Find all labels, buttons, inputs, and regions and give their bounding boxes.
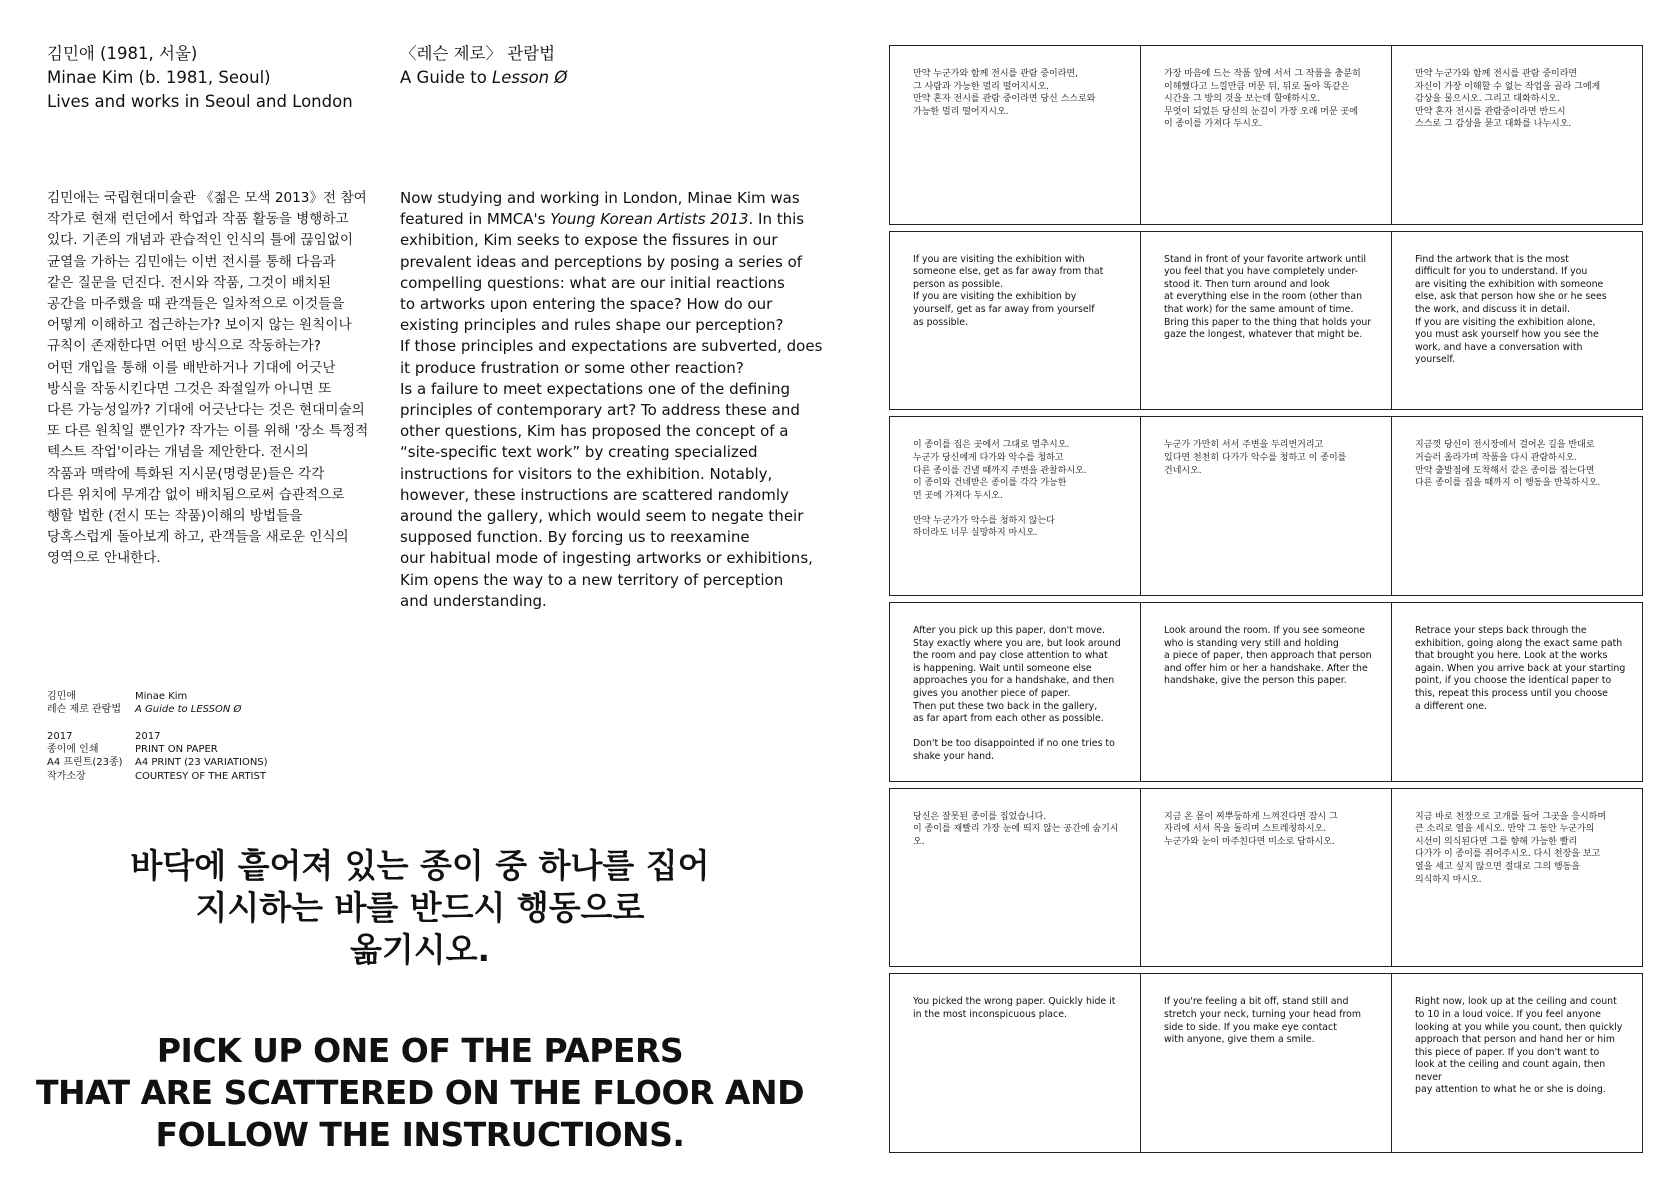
instruction-card-text: 만약 누군가와 함께 전시를 관람 중이라면 자신이 가장 이해할 수 없는 작업을 골라 그에게 감상을 물으시오. 그리고 대화하시오. 만약 혼자 전시를 관람중이라면 반드시 스스로 그 감상을 묻고 대화를 나누시오.: [1415, 69, 1601, 130]
instruction-card: [889, 231, 1141, 411]
work-title-en-prefix: A Guide to: [400, 68, 493, 87]
instruction-card-text: 이 종이를 집은 곳에서 그대로 멈추시오. 누군가 당신에게 다가와 악수를 청하고 다른 종이를 건낼 때까지 주변을 관찰하시오. 이 종이와 건네받은 종이를 각각 가능한 먼 곳에 가져다 두시오. 만약 누군가가 악수를 청하지 않는다 하더라도 너무 실망하지 마시오.: [913, 440, 1087, 539]
instruction-card-text: You picked the wrong paper. Quickly hide it in the most inconspicuous place.: [913, 996, 1116, 1020]
description-en-line: “site-specific text work” by creating specialized: [400, 443, 758, 462]
exhibition-title-italic: Young Korean Artists 2013: [550, 210, 749, 229]
description-ko-line: 있다. 기존의 개념과 관습적인 인식의 틀에 끊임없이: [47, 232, 354, 249]
description-en-line: Is a failure to meet expectations one of the defining: [400, 379, 791, 398]
description-ko-line: 영역으로 안내한다.: [47, 550, 161, 567]
instruction-card-text: 지금 온 몸이 찌뿌둥하게 느껴진다면 잠시 그 자리에 서서 목을 돌리며 스트레칭하시오. 누군가와 눈이 마주친다면 미소로 답하시오.: [1164, 811, 1338, 847]
instruction-card: [889, 973, 1141, 1153]
description-ko-line: 규칙이 존재한다면 어떤 방식으로 작동하는가?: [47, 338, 321, 355]
description-en-line: If those principles and expectations are subverted, does: [400, 337, 823, 356]
description-ko-line: 당혹스럽게 돌아보게 하고, 관객들을 새로운 인식의: [47, 529, 349, 546]
instruction-card: [1140, 788, 1392, 968]
description-ko-line: 다른 가능성일까? 기대에 어긋난다는 것은 현대미술의: [47, 402, 365, 419]
instruction-card-text: If you're feeling a bit off, stand still and stretch your neck, turning your head from side to side. If you make eye contact with anyone, give them a smile.: [1164, 996, 1362, 1046]
instruction-heading-ko-line: 바닥에 흩어져 있는 종이 중 하나를 집어: [130, 846, 710, 885]
artist-name-ko: 김민애 (1981, 서울): [47, 44, 198, 63]
instruction-card-text: Stand in front of your favorite artwork until you feel that you have completely under- stood it. Then turn around and look at everything else in the room (other than that work) for the same amount of time. Bring this paper to the thing that holds your gaze the longest, whatever that might be.: [1164, 253, 1372, 341]
description-ko-line: 작품과 맥락에 특화된 지시문(명령문)들은 각각: [47, 465, 325, 482]
instruction-heading-en-line: FOLLOW THE INSTRUCTIONS.: [155, 1115, 685, 1154]
instruction-card-text: 누군가 가만히 서서 주변을 두리번거리고 있다면 천천히 다가가 악수를 청하고 이 종이를 건네시오.: [1164, 440, 1347, 476]
instruction-card-text: Retrace your steps back through the exhibition, going along the exact same path that brought you here. Look at the works again. When you arrive back at your starting point, if you choose the identical paper to this, repeat this process until you choose a different one.: [1415, 625, 1626, 712]
credit-detail-ko: A4 프린트(23종): [47, 757, 123, 769]
description-ko-line: 균열을 가하는 김민애는 이번 전시를 통해 다음과: [47, 253, 336, 270]
instruction-card: [889, 602, 1141, 782]
instruction-heading-ko-line: 지시하는 바를 반드시 행동으로: [195, 888, 645, 927]
instruction-card: [1391, 231, 1643, 411]
credit-ko-details: [47, 730, 123, 783]
credit-title-en: A Guide to LESSON Ø: [135, 704, 242, 716]
description-en-line: prevalent ideas and perceptions by posing a series of: [400, 252, 803, 271]
description-ko-line: 행할 법한 (전시 또는 작품)이해의 방법들을: [47, 508, 303, 525]
instruction-card-text: 가장 마음에 드는 작품 앞에 서서 그 작품을 충분히 이해했다고 느낄만큼 머문 뒤, 뒤로 돌아 똑같은 시간을 그 방의 것을 보는데 할애하시오. 무엇이 되었든 당신의 눈길이 가장 오래 머문 곳에 이 종이를 가져다 두시오.: [1164, 69, 1361, 130]
instruction-card-text: 지금 바로 천장으로 고개를 들어 그곳을 응시하며 큰 소리로 열을 세시오. 만약 그 동안 누군가의 시선이 의식된다면 그를 향해 가능한 빨리 다가가 이 종이를 쥐어주시오. 다시 천장을 보고 열을 세고 싶지 않으면 절대로 그의 행동을 의식하지 마시오.: [1415, 811, 1607, 885]
work-title-en-italic: Lesson Ø: [492, 68, 568, 87]
description-ko-line: 또 다른 원칙일 뿐인가? 작가는 이를 위해 '장소 특정적: [47, 423, 369, 440]
work-title-en: [400, 66, 567, 90]
description-en-line: principles of contemporary art? To address these and: [400, 401, 800, 420]
credit-ko-title-block: [47, 690, 121, 716]
description-ko-line: 김민애는 국립현대미술관 《젊은 모색 2013》전 참여: [47, 190, 367, 206]
description-en-line: instructions for visitors to the exhibition. Notably,: [400, 464, 773, 483]
description-ko-line: 방식을 작동시킨다면 그것은 좌절일까 아니면 또: [47, 380, 332, 397]
description-en-text: . In this: [748, 210, 805, 229]
artist-name-en: Minae Kim (b. 1981, Seoul): [47, 68, 271, 87]
instruction-card: [889, 788, 1141, 968]
instruction-card: [1140, 602, 1392, 782]
credit-detail-ko: 종이에 인쇄: [47, 744, 99, 756]
credit-detail-ko: 작가소장: [47, 770, 86, 782]
instruction-card: [1391, 416, 1643, 596]
instruction-card-text: Right now, look up at the ceiling and count to 10 in a loud voice. If you feel anyone looking at you while you count, then quickly approach that person and hand her or him this piece of paper. If you don't want to look at the ceiling and count again, then never pay attention to what he or she is doing.: [1415, 996, 1623, 1096]
description-ko-line: 텍스트 작업'이라는 개념을 제안한다. 전시의: [47, 444, 309, 461]
description-en-line: compelling questions: what are our initial reactions: [400, 273, 785, 292]
artist-location: Lives and works in Seoul and London: [47, 92, 353, 111]
credit-en-title-block: [135, 690, 241, 716]
credit-artist-en: Minae Kim: [135, 691, 188, 702]
description-en-line: other questions, Kim has proposed the concept of a: [400, 422, 789, 441]
instruction-heading-ko-line: 옮기시오.: [349, 930, 491, 969]
credit-title-ko: 레슨 제로 관람법: [47, 704, 121, 716]
description-en-line: existing principles and rules shape our perception?: [400, 316, 784, 335]
description-en-line: it produce frustration or some other reaction?: [400, 358, 744, 377]
instruction-card: [1391, 788, 1643, 968]
description-en-line: Now studying and working in London, Minae Kim was: [400, 189, 800, 207]
work-title-ko: 〈레슨 제로〉 관람법: [400, 44, 556, 63]
instruction-card-grid: [889, 45, 1642, 1153]
instruction-card: [1391, 45, 1643, 225]
work-header: [400, 42, 567, 90]
description-ko-line: 같은 질문을 던진다. 전시와 작품, 그것이 배치된: [47, 274, 332, 291]
description-en-line: however, these instructions are scattered randomly: [400, 485, 789, 504]
description-en-line: supposed function. By forcing us to reexamine: [400, 528, 750, 547]
instruction-heading-en-line: THAT ARE SCATTERED ON THE FLOOR AND: [36, 1073, 804, 1112]
credit-detail-en: A4 PRINT (23 VARIATIONS): [135, 757, 268, 769]
instruction-card: [889, 45, 1141, 225]
description-ko-line: 공간을 마주했을 때 관객들은 일차적으로 이것들을: [47, 296, 345, 313]
instruction-card: [1391, 973, 1643, 1153]
instruction-card: [1140, 231, 1392, 411]
description-ko-line: 어떻게 이해하고 접근하는가? 보이지 않는 원칙이나: [47, 317, 352, 334]
description-en-line: [400, 209, 810, 230]
instruction-card-text: 만약 누군가와 함께 전시를 관람 중이라면, 그 사람과 가능한 멀리 떨어지시오. 만약 혼자 전시를 관람 중이라면 당신 스스로와 가능한 멀리 떨어지시오.: [913, 69, 1096, 117]
instruction-card: [1140, 973, 1392, 1153]
instruction-card: [1391, 602, 1643, 782]
description-en-rest: [400, 230, 823, 612]
credit-detail-en: COURTESY OF THE ARTIST: [135, 770, 266, 782]
artist-header: [47, 42, 353, 114]
instruction-card-text: If you are visiting the exhibition with someone else, get as far away from that person as possible. If you are visiting the exhibition by yourself, get as far away from yourself as possible.: [913, 253, 1104, 328]
instruction-heading-en-line: PICK UP ONE OF THE PAPERS: [156, 1031, 684, 1070]
credit-artist-ko: 김민애: [47, 691, 76, 702]
description-ko-line: 다른 위치에 무게감 없이 배치됨으로써 습관적으로: [47, 486, 345, 503]
description-en-line: and understanding.: [400, 591, 547, 610]
description-ko: [47, 188, 369, 570]
description-en-line: Kim opens the way to a new territory of perception: [400, 570, 784, 589]
instruction-card: [889, 416, 1141, 596]
description-en: [400, 188, 823, 612]
instruction-card-text: After you pick up this paper, don't move. Stay exactly where you are, but look around the room and pay close attention to what is happening. Wait until someone else approaches you for a handshake, and then gives you another piece of paper. Then put these two back in the gallery, as far apart from each other as possible. Don't be too disappointed if no one tries to shake your hand.: [913, 625, 1121, 762]
description-en-text: featured in MMCA's: [400, 210, 551, 229]
instruction-heading-ko: [60, 845, 780, 971]
instruction-card-text: 당신은 잘못된 종이를 집었습니다. 이 종이를 재빨리 가장 눈에 띄지 않는 공간에 숨기시오.: [913, 811, 1119, 847]
description-en-line: exhibition, Kim seeks to expose the fissures in our: [400, 231, 778, 250]
credit-detail-en: 2017: [135, 731, 161, 742]
instruction-heading-en: [30, 1030, 810, 1156]
credit-detail-ko: 2017: [47, 731, 73, 742]
credit-detail-en: PRINT ON PAPER: [135, 744, 218, 756]
instruction-card-text: Find the artwork that is the most difficult for you to understand. If you are visiting the exhibition with someone else, ask that person how she or he sees the work, and discuss it in detail. If you are visiting the exhibition alone, you must ask yourself how you see the work, and have a conversation with yourself.: [1415, 253, 1607, 366]
description-en-line: our habitual mode of ingesting artworks or exhibitions,: [400, 549, 813, 568]
instruction-card-text: Look around the room. If you see someone who is standing very still and holding a piece of paper, then approach that person and offer him or her a handshake. After the handshake, give the person this paper.: [1164, 625, 1372, 687]
description-en-line: around the gallery, which would seem to negate their: [400, 507, 804, 526]
description-ko-line: 작가로 현재 런던에서 학업과 작품 활동을 병행하고: [47, 211, 349, 228]
description-en-line: to artworks upon entering the space? How do our: [400, 295, 773, 314]
credit-en-details: [135, 730, 268, 783]
description-ko-line: 어떤 개입을 통해 이를 배반하거나 기대에 어긋난: [47, 359, 336, 376]
instruction-card-text: 지금껏 당신이 전시장에서 걸어온 길을 반대로 거슬러 올라가며 작품을 다시 관람하시오. 만약 출발점에 도착해서 같은 종이를 집는다면 다른 종이를 집을 때까지 이 행동을 반복하시오.: [1415, 440, 1601, 489]
instruction-card: [1140, 416, 1392, 596]
instruction-card: [1140, 45, 1392, 225]
